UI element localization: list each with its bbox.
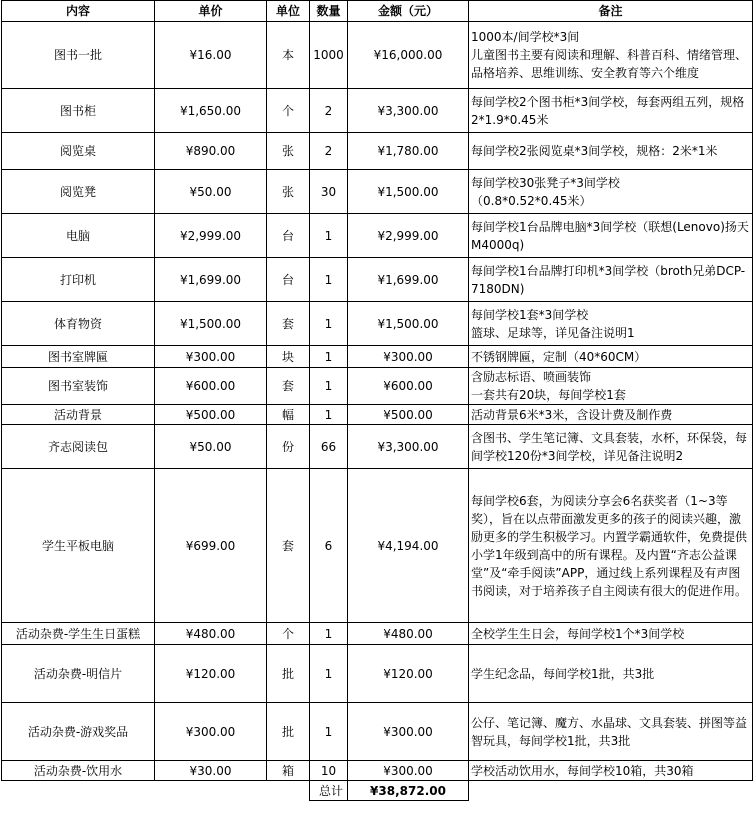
- table-row: [2, 623, 753, 645]
- cell-price: ¥300.00: [155, 703, 267, 761]
- table-row: [2, 645, 753, 703]
- cell-item: 图书一批: [2, 22, 155, 89]
- cell-note: 活动背景6米*3米，含设计费及制作费: [469, 405, 753, 425]
- cell-item: 图书室装饰: [2, 368, 155, 405]
- cell-unit: 个: [267, 89, 310, 133]
- cell-note: 每间学校2张阅览桌*3间学校，规格：2米*1米: [469, 133, 753, 170]
- cell-price: ¥300.00: [155, 346, 267, 368]
- table-row: [2, 89, 753, 133]
- cell-qty: 6: [310, 469, 348, 623]
- cell-qty: 1: [310, 623, 348, 645]
- cell-unit: 箱: [267, 761, 310, 781]
- cell-price: ¥50.00: [155, 425, 267, 469]
- cell-unit: 批: [267, 645, 310, 703]
- cell-note: 每间学校1套*3间学校 篮球、足球等，详见备注说明1: [469, 302, 753, 346]
- cell-item: 打印机: [2, 258, 155, 302]
- cell-unit: 个: [267, 623, 310, 645]
- cell-note: 全校学生生日会，每间学校1个*3间学校: [469, 623, 753, 645]
- cell-note: 每间学校1台品牌电脑*3间学校（联想(Lenovo)扬天M4000q): [469, 214, 753, 258]
- cell-unit: 套: [267, 302, 310, 346]
- table-row: [2, 346, 753, 368]
- cell-item: 阅览桌: [2, 133, 155, 170]
- cell-amount: ¥1,500.00: [348, 170, 469, 214]
- cell-price: ¥16.00: [155, 22, 267, 89]
- table-row: [2, 214, 753, 258]
- cell-item: 活动杂费-学生生日蛋糕: [2, 623, 155, 645]
- table-row: [2, 405, 753, 425]
- header-qty: 数量: [310, 1, 348, 22]
- cell-price: ¥50.00: [155, 170, 267, 214]
- cell-price: ¥480.00: [155, 623, 267, 645]
- cell-unit: 台: [267, 258, 310, 302]
- cell-note: 每间学校2个图书柜*3间学校，每套两组五列，规格2*1.9*0.45米: [469, 89, 753, 133]
- cell-unit: 块: [267, 346, 310, 368]
- cell-amount: ¥1,699.00: [348, 258, 469, 302]
- cell-item: 活动背景: [2, 405, 155, 425]
- cell-item: 图书室牌匾: [2, 346, 155, 368]
- cell-amount: ¥120.00: [348, 645, 469, 703]
- cell-price: ¥1,699.00: [155, 258, 267, 302]
- cell-price: ¥890.00: [155, 133, 267, 170]
- cell-unit: 幅: [267, 405, 310, 425]
- cell-item: 活动杂费-游戏奖品: [2, 703, 155, 761]
- cell-note: 1000本/间学校*3间 儿童图书主要有阅读和理解、科普百科、情绪管理、品格培养、思维训练、安全教育等六个维度: [469, 22, 753, 89]
- cell-item: 电脑: [2, 214, 155, 258]
- cell-unit: 台: [267, 214, 310, 258]
- cell-qty: 66: [310, 425, 348, 469]
- cell-note: 学校活动饮用水，每间学校10箱，共30箱: [469, 761, 753, 781]
- total-spacer: [2, 781, 310, 801]
- header-unit: 单位: [267, 1, 310, 22]
- cell-item: 图书柜: [2, 89, 155, 133]
- cell-qty: 1: [310, 258, 348, 302]
- cell-unit: 张: [267, 133, 310, 170]
- total-row: [2, 781, 753, 801]
- cell-unit: 套: [267, 368, 310, 405]
- table-row: [2, 170, 753, 214]
- cell-price: ¥30.00: [155, 761, 267, 781]
- cell-amount: ¥480.00: [348, 623, 469, 645]
- cell-qty: 1: [310, 302, 348, 346]
- table-row: [2, 258, 753, 302]
- cell-qty: 30: [310, 170, 348, 214]
- total-note-spacer: [469, 781, 753, 801]
- cell-item: 活动杂费-饮用水: [2, 761, 155, 781]
- cell-amount: ¥300.00: [348, 703, 469, 761]
- cell-qty: 10: [310, 761, 348, 781]
- table-row: [2, 133, 753, 170]
- cell-unit: 批: [267, 703, 310, 761]
- cell-item: 阅览凳: [2, 170, 155, 214]
- cell-note: 每间学校30张凳子*3间学校 （0.8*0.52*0.45米）: [469, 170, 753, 214]
- cell-qty: 1: [310, 214, 348, 258]
- header-item: 内容: [2, 1, 155, 22]
- cell-note: 每间学校6套，为阅读分享会6名获奖者（1~3等奖），旨在以点带面激发更多的孩子的阅读兴趣，激励更多的学生积极学习。内置学霸通软件，免费提供小学1年级到高中的所有课程。及内置“齐志公益课堂”及“牵手阅读”APP，通过线上系列课程及有声图书阅读，对于培养孩子自主阅读有很大的促进作用。: [469, 469, 753, 623]
- cell-price: ¥699.00: [155, 469, 267, 623]
- table-row: [2, 425, 753, 469]
- cell-price: ¥600.00: [155, 368, 267, 405]
- cell-amount: ¥600.00: [348, 368, 469, 405]
- cell-amount: ¥2,999.00: [348, 214, 469, 258]
- cell-unit: 本: [267, 22, 310, 89]
- cell-note: 每间学校1台品牌打印机*3间学校（broth兄弟DCP-7180DN): [469, 258, 753, 302]
- cell-price: ¥120.00: [155, 645, 267, 703]
- cell-note: 不锈钢牌匾，定制（40*60CM）: [469, 346, 753, 368]
- cell-qty: 2: [310, 89, 348, 133]
- header-unit-price: 单价: [155, 1, 267, 22]
- cell-amount: ¥300.00: [348, 761, 469, 781]
- cell-amount: ¥3,300.00: [348, 425, 469, 469]
- table-row: [2, 302, 753, 346]
- table-row: [2, 368, 753, 405]
- cell-unit: 份: [267, 425, 310, 469]
- cell-note: 含励志标语、喷画装饰 一套共有20块，每间学校1套: [469, 368, 753, 405]
- cell-price: ¥2,999.00: [155, 214, 267, 258]
- cell-amount: ¥500.00: [348, 405, 469, 425]
- table-row: [2, 469, 753, 623]
- cell-note: 含图书、学生笔记簿、文具套装，水杯，环保袋，每间学校120份*3间学校，详见备注说明2: [469, 425, 753, 469]
- cell-amount: ¥1,780.00: [348, 133, 469, 170]
- cell-note: 学生纪念品，每间学校1批，共3批: [469, 645, 753, 703]
- cell-unit: 套: [267, 469, 310, 623]
- header-amount: 金额（元）: [348, 1, 469, 22]
- cell-qty: 1: [310, 703, 348, 761]
- cell-amount: ¥3,300.00: [348, 89, 469, 133]
- cell-price: ¥1,650.00: [155, 89, 267, 133]
- cell-item: 活动杂费-明信片: [2, 645, 155, 703]
- table-row: [2, 22, 753, 89]
- table-row: [2, 703, 753, 761]
- cell-item: 体育物资: [2, 302, 155, 346]
- cell-amount: ¥16,000.00: [348, 22, 469, 89]
- header-row: [2, 1, 753, 22]
- cell-note: 公仔、笔记簿、魔方、水晶球、文具套装、拼图等益智玩具，每间学校1批，共3批: [469, 703, 753, 761]
- cell-amount: ¥4,194.00: [348, 469, 469, 623]
- cell-amount: ¥300.00: [348, 346, 469, 368]
- budget-table: [1, 0, 753, 801]
- cell-price: ¥1,500.00: [155, 302, 267, 346]
- cell-item: 学生平板电脑: [2, 469, 155, 623]
- cell-qty: 1: [310, 346, 348, 368]
- cell-qty: 1: [310, 368, 348, 405]
- cell-qty: 2: [310, 133, 348, 170]
- total-label: 总计: [310, 781, 348, 801]
- cell-qty: 1: [310, 645, 348, 703]
- cell-qty: 1000: [310, 22, 348, 89]
- cell-unit: 张: [267, 170, 310, 214]
- cell-qty: 1: [310, 405, 348, 425]
- total-amount: ¥38,872.00: [348, 781, 469, 801]
- cell-price: ¥500.00: [155, 405, 267, 425]
- cell-item: 齐志阅读包: [2, 425, 155, 469]
- header-note: 备注: [469, 1, 753, 22]
- cell-amount: ¥1,500.00: [348, 302, 469, 346]
- table-row: [2, 761, 753, 781]
